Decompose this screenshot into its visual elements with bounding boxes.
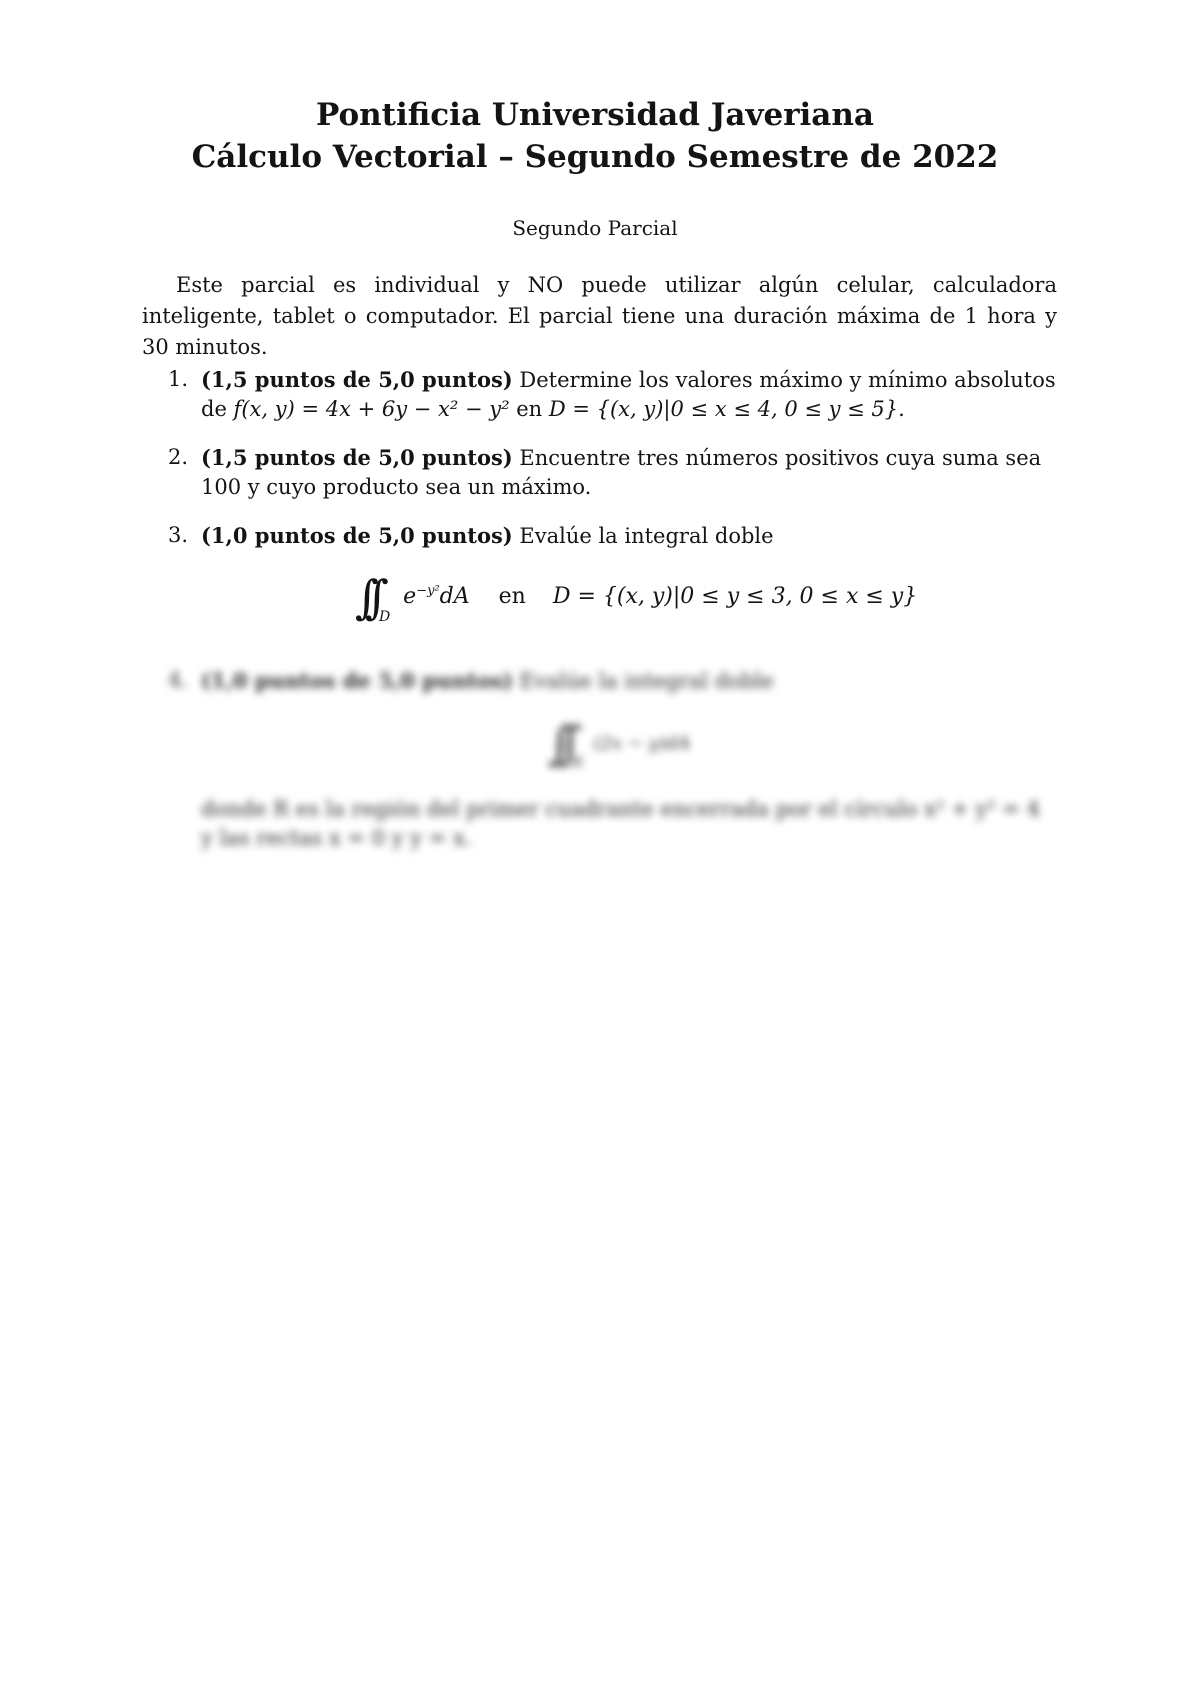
problem-number: 3. (168, 523, 189, 547)
problem-1 (168, 365, 1058, 424)
problem-text: Determine los valores máximo y mínimo absolutos de (201, 368, 1056, 421)
problem-number: 4. (168, 668, 189, 692)
domain-formula: D = {(x, y)|0 ≤ x ≤ 4, 0 ≤ y ≤ 5}. (548, 397, 905, 421)
integrand-exponent: −y² (416, 583, 440, 599)
double-integral-sign: ∫∫ (548, 716, 568, 770)
function-formula: f(x, y) = 4x + 6y − x² − y² (233, 397, 510, 421)
problem-2 (168, 443, 1058, 502)
region-subscript: R (571, 755, 583, 771)
problem-number: 1. (168, 367, 189, 391)
problem-text: Encuentre tres números positivos cuya suma sea 100 y cuyo producto sea un máximo. (201, 446, 1042, 499)
problem-points: (1,0 puntos de 5,0 puntos) (201, 523, 513, 548)
integrand: (2x − y)dA (593, 733, 691, 754)
region-definition: D = {(x, y)|0 ≤ y ≤ 3, 0 ≤ x ≤ y} (552, 584, 918, 609)
problem-3 (168, 521, 1058, 551)
problem-text: Evalúe la integral doble (512, 669, 774, 693)
problem-text: Evalúe la integral doble (512, 524, 774, 548)
problem-number: 2. (168, 445, 189, 469)
university-title: Pontificia Universidad Javeriana (315, 97, 875, 133)
exam-instructions: Este parcial es individual y NO puede utilizar algún celular, calculadora inteligente, tablet o computador. El parcial tiene una duración máxima de 1 hora y 30 minutos. (142, 273, 1057, 359)
course-title: Cálculo Vectorial – Segundo Semestre de 2022 (191, 139, 999, 175)
problem-text-connector: en (509, 397, 549, 421)
region-subscript: D (378, 609, 391, 625)
problem-4-description: donde R es la región del primer cuadrante encerrada por el círculo x² + y² = 4 y las rectas x = 0 y y = x. (201, 797, 1040, 850)
integrand: e (403, 584, 417, 609)
differential: dA (439, 584, 470, 609)
problem-4 (168, 666, 1058, 696)
problem-points: (1,0 puntos de 5,0 puntos) (201, 668, 513, 693)
exam-subtitle: Segundo Parcial (512, 216, 678, 240)
problem-points: (1,5 puntos de 5,0 puntos) (201, 367, 513, 392)
connector-word: en (498, 584, 526, 609)
double-integral-sign: ∫∫ (355, 570, 375, 624)
double-integral-formula (355, 570, 917, 624)
problem-points: (1,5 puntos de 5,0 puntos) (201, 445, 513, 470)
double-integral-formula-4 (548, 716, 690, 770)
